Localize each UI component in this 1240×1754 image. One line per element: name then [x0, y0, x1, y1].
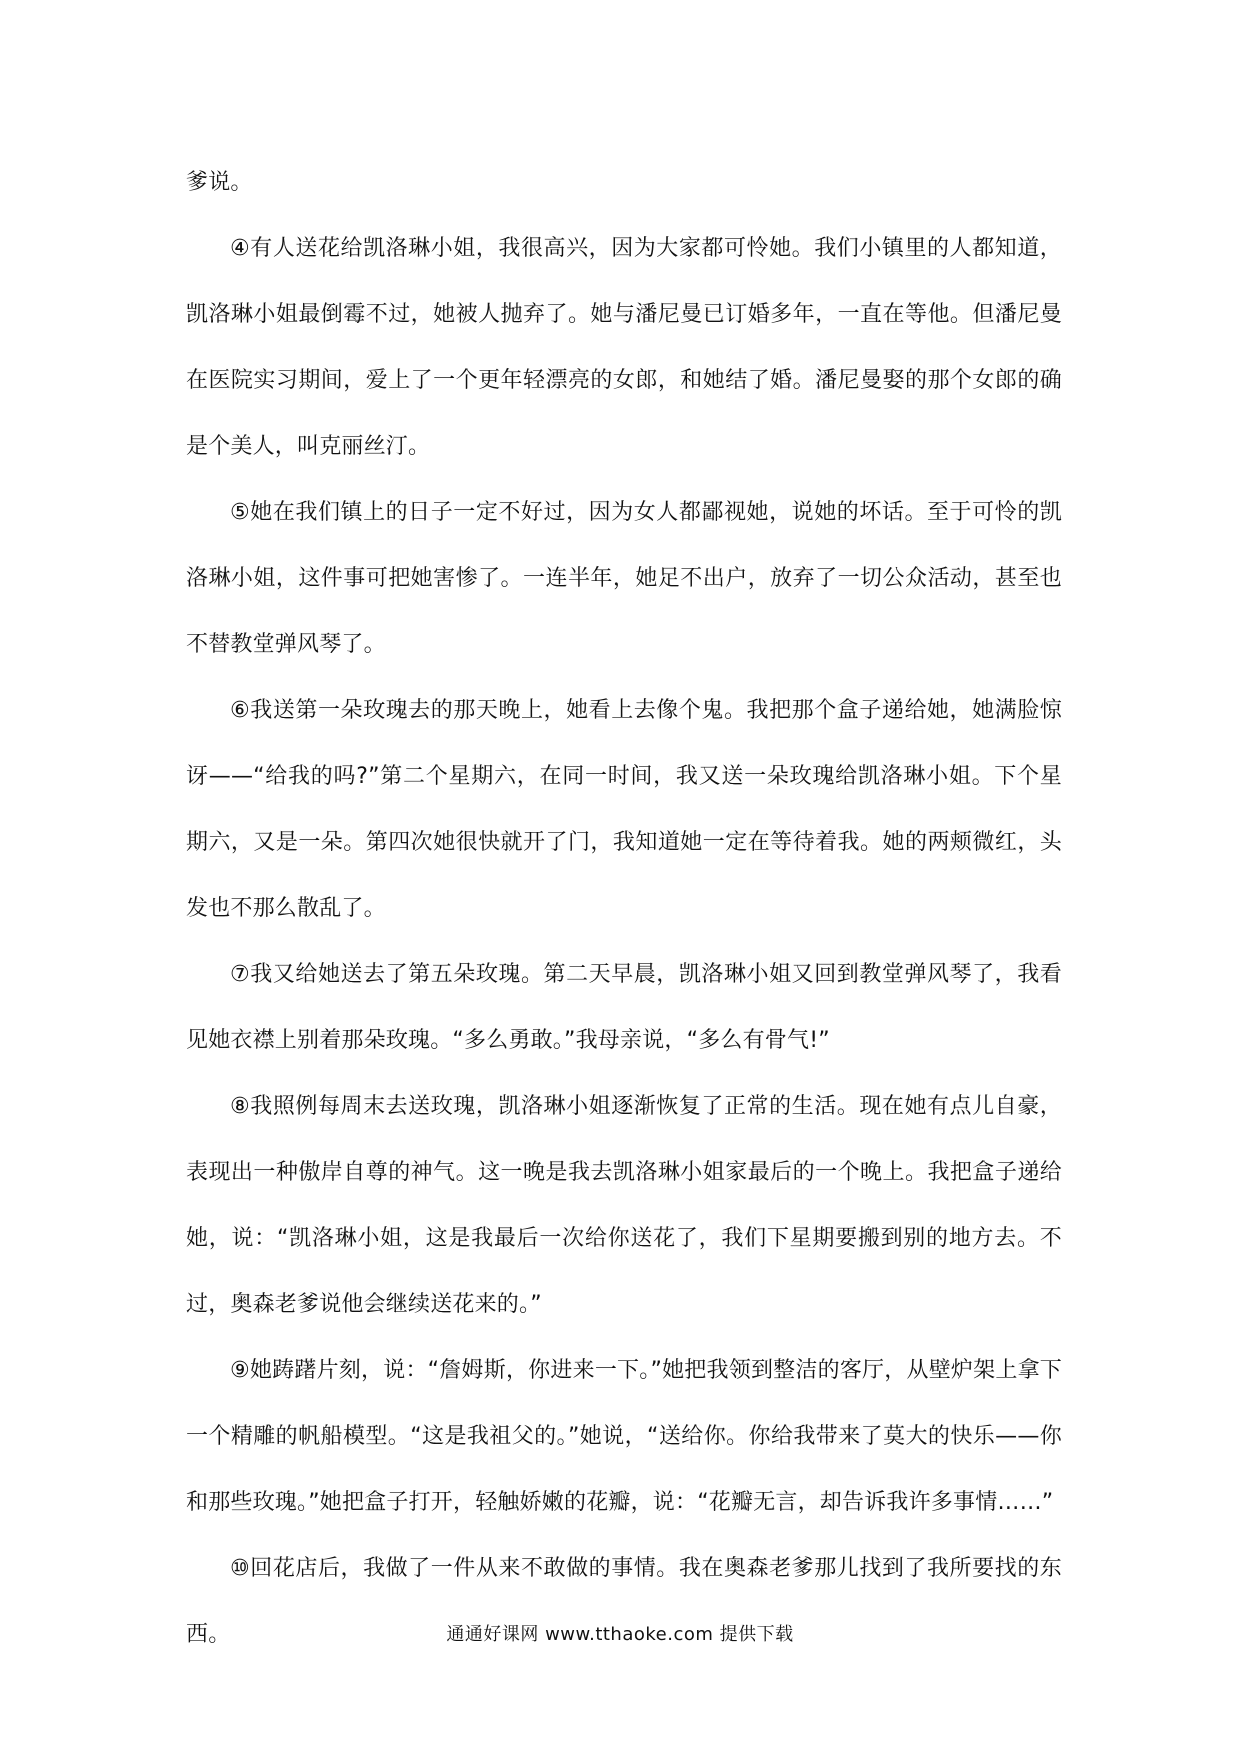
document-body [186, 150, 1062, 1668]
paragraph-10: ⑩回花店后，我做了一件从来不敢做的事情。我在奥森老爹那儿找到了我所要找的东西。 [186, 1556, 1062, 1647]
paragraph-4: ④有人送花给凯洛琳小姐，我很高兴，因为大家都可怜她。我们小镇里的人都知道，凯洛琳小姐最倒霉不过，她被人抛弃了。她与潘尼曼已订婚多年，一直在等他。但潘尼曼在医院实习期间，爱上了一个更年轻漂亮的女郎，和她结了婚。潘尼曼娶的那个女郎的确是个美人，叫克丽丝汀。 [186, 236, 1062, 459]
paragraph-8: ⑧我照例每周末去送玫瑰，凯洛琳小姐逐渐恢复了正常的生活。现在她有点儿自豪，表现出一种傲岸自尊的神气。这一晚是我去凯洛琳小姐家最后的一个晚上。我把盒子递给她，说：“凯洛琳小姐，这是我最后一次给你送花了，我们下星期要搬到别的地方去。不过，奥森老爹说他会继续送花来的。” [186, 1094, 1062, 1317]
paragraph-7: ⑦我又给她送去了第五朵玫瑰。第二天早晨，凯洛琳小姐又回到教堂弹风琴了，我看见她衣襟上别着那朵玫瑰。“多么勇敢。”我母亲说，“多么有骨气!” [186, 962, 1062, 1053]
paragraph-9: ⑨她踌躇片刻，说：“詹姆斯，你进来一下。”她把我领到整洁的客厅，从壁炉架上拿下一个精雕的帆船模型。“这是我祖父的。”她说，“送给你。你给我带来了莫大的快乐——你和那些玫瑰。”她把盒子打开，轻触娇嫩的花瓣，说：“花瓣无言，却告诉我许多事情……” [186, 1358, 1062, 1515]
paragraph-6: ⑥我送第一朵玫瑰去的那天晚上，她看上去像个鬼。我把那个盒子递给她，她满脸惊讶——“给我的吗?”第二个星期六，在同一时间，我又送一朵玫瑰给凯洛琳小姐。下个星期六，又是一朵。第四次她很快就开了门，我知道她一定在等待着我。她的两颊微红，头发也不那么散乱了。 [186, 698, 1062, 921]
paragraph-5: ⑤她在我们镇上的日子一定不好过，因为女人都鄙视她，说她的坏话。至于可怜的凯洛琳小姐，这件事可把她害惨了。一连半年，她足不出户，放弃了一切公众活动，甚至也不替教堂弹风琴了。 [186, 500, 1062, 657]
page-footer: 通通好课网 www.tthaoke.com 提供下载 [446, 1624, 794, 1645]
paragraph-0: 爹说。 [186, 170, 253, 195]
